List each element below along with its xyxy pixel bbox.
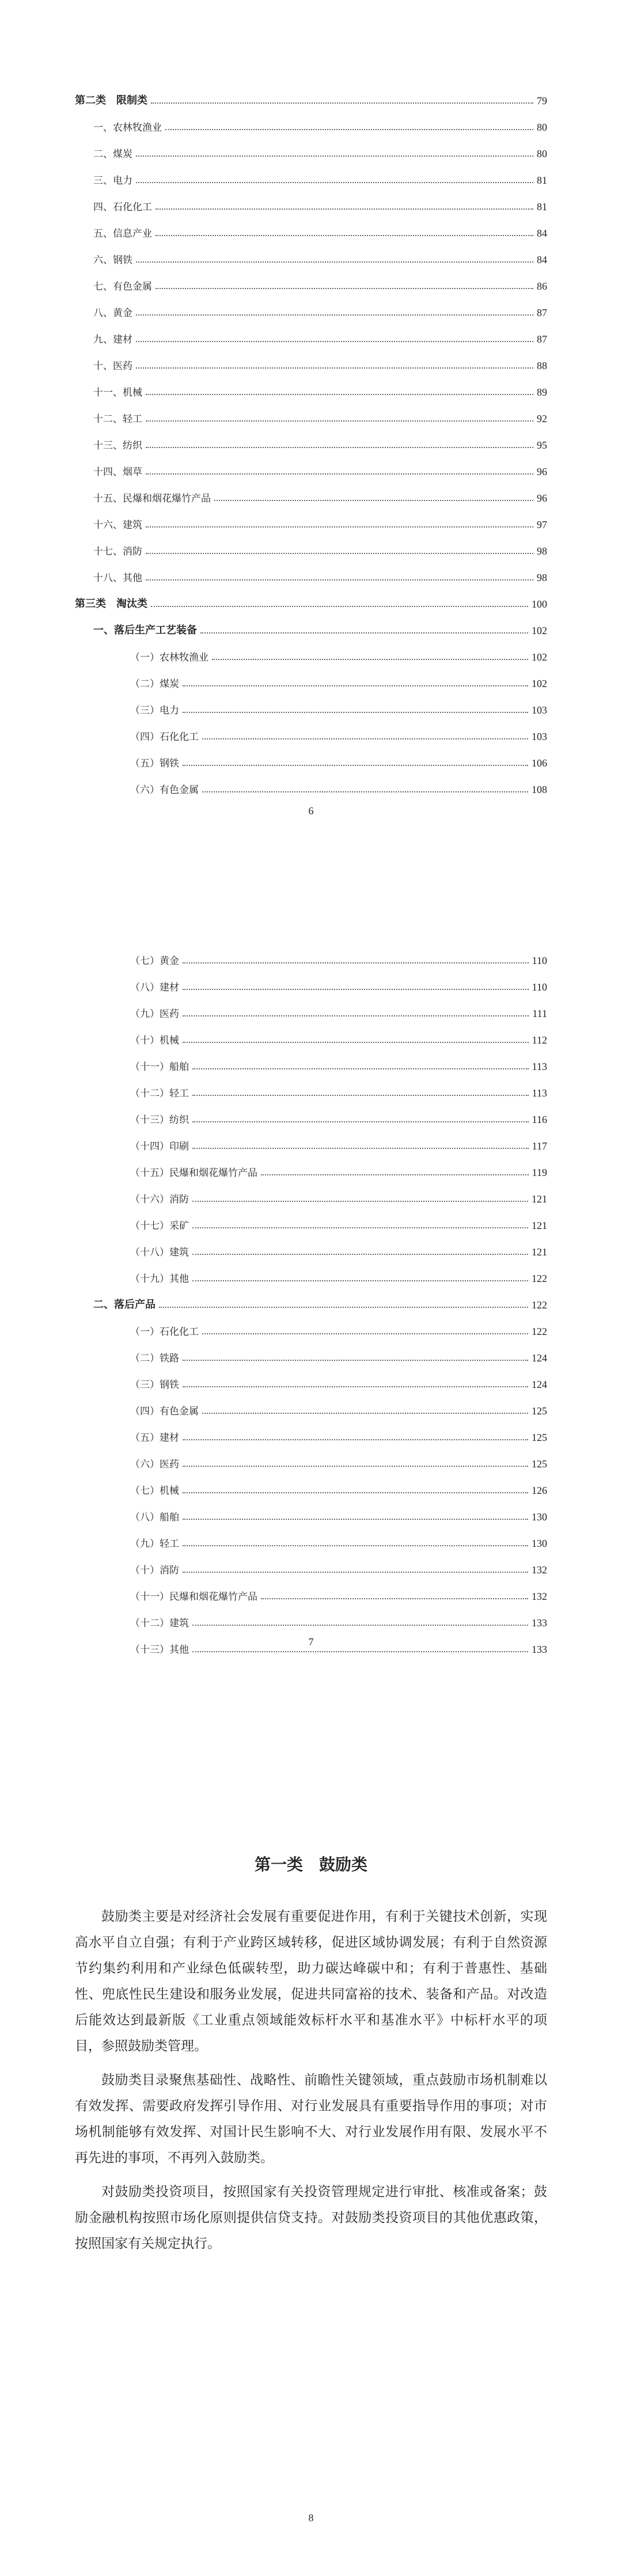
toc-entry-title: （八）船舶 — [130, 1512, 179, 1523]
chapter-page-8 — [0, 1662, 622, 2576]
toc-entry[interactable] — [75, 293, 547, 319]
dot-leader — [165, 129, 533, 130]
dot-leader — [183, 712, 528, 713]
toc-entry-title: 十六、建筑 — [93, 519, 142, 531]
toc-entry[interactable] — [75, 584, 547, 610]
toc-entry-title: （十四）印刷 — [130, 1141, 189, 1152]
toc-entry-page: 103 — [532, 731, 547, 742]
dot-leader — [202, 738, 528, 739]
toc-entry[interactable] — [75, 1179, 547, 1205]
toc-entry-title: 八、黄金 — [93, 308, 132, 319]
toc-entry-title: （十一）船舶 — [130, 1061, 189, 1073]
toc-entry[interactable] — [75, 399, 547, 425]
toc-entry-page: 126 — [532, 1485, 547, 1496]
toc-entry-page: 124 — [532, 1352, 547, 1364]
toc-entry-page: 124 — [532, 1379, 547, 1390]
toc-entry-title: （十一）民爆和烟花爆竹产品 — [130, 1591, 257, 1603]
toc-entry-title: （三）钢铁 — [130, 1379, 179, 1391]
dot-leader — [146, 579, 533, 581]
toc-entry[interactable] — [75, 1391, 547, 1417]
toc-entry-title: （八）建材 — [130, 982, 179, 993]
toc-entry[interactable] — [75, 134, 547, 160]
dot-leader — [156, 235, 533, 236]
dot-leader — [192, 1651, 528, 1652]
toc-entry-title: 十三、纺织 — [93, 440, 142, 452]
dot-leader — [183, 989, 529, 990]
dot-leader — [192, 1254, 528, 1255]
dot-leader — [183, 685, 528, 686]
toc-entry-page: 110 — [532, 955, 547, 966]
dot-leader — [202, 1333, 528, 1334]
page-number: 8 — [308, 2512, 314, 2524]
dot-leader — [183, 765, 528, 766]
dot-leader — [192, 1095, 529, 1096]
toc-entry-page: 95 — [537, 439, 547, 451]
dot-leader — [156, 208, 533, 210]
toc-entry-title: 第三类 淘汰类 — [75, 598, 147, 610]
toc-entry[interactable] — [75, 1152, 547, 1179]
dot-leader — [183, 1572, 528, 1573]
dot-leader — [261, 1174, 529, 1175]
paragraph: 鼓励类目录聚焦基础性、战略性、前瞻性关键领域，重点鼓励市场机制难以有效发挥、需要政府发挥引导作用、对行业发展具有重要指导作用的事项；对市场机制能够有效发挥、对国计民生影响不大、对行业发展作用有限、发展水平不再先进的事项，不再列入鼓励类。 — [75, 2073, 547, 2165]
toc-entry[interactable] — [75, 1046, 547, 1073]
toc-entry[interactable] — [75, 716, 547, 743]
toc-entry-page: 132 — [532, 1564, 547, 1576]
toc-entry-title: 九、建材 — [93, 334, 132, 346]
dot-leader — [183, 1466, 528, 1467]
toc-entry[interactable] — [75, 1470, 547, 1497]
toc-entry[interactable] — [75, 81, 547, 107]
toc-entry[interactable] — [75, 160, 547, 187]
toc-entry-page: 98 — [537, 572, 547, 583]
dot-leader — [136, 261, 533, 263]
toc-entry-title: 一、落后生产工艺装备 — [93, 624, 197, 636]
toc-entry-page: 125 — [532, 1458, 547, 1470]
toc-entry-page: 122 — [532, 1273, 547, 1284]
toc-entry[interactable] — [75, 319, 547, 346]
toc-entry-title: （九）医药 — [130, 1008, 179, 1020]
toc-entry-title: 十二、轻工 — [93, 413, 142, 425]
dot-leader — [146, 420, 533, 422]
toc-entry-title: （四）石化化工 — [130, 731, 199, 743]
dot-leader — [202, 791, 528, 792]
toc-entry-title: （四）有色金属 — [130, 1406, 199, 1417]
toc-entry[interactable] — [75, 531, 547, 557]
toc-entry[interactable] — [75, 1205, 547, 1232]
toc-entry-title: 十、医药 — [93, 361, 132, 372]
toc-entry-page: 121 — [532, 1220, 547, 1231]
toc-entry-page: 86 — [537, 280, 547, 292]
toc-entry-title: （六）有色金属 — [130, 784, 199, 796]
toc-entry-page: 84 — [537, 254, 547, 265]
dot-leader — [136, 155, 533, 157]
toc-page-6 — [0, 0, 622, 831]
toc-entry[interactable] — [75, 1417, 547, 1444]
toc-entry[interactable] — [75, 1099, 547, 1126]
dot-leader — [146, 473, 533, 475]
dot-leader — [183, 1015, 529, 1016]
toc-entry-page: 108 — [532, 784, 547, 795]
dot-leader — [192, 1625, 528, 1626]
toc-entry-page: 119 — [532, 1167, 547, 1178]
toc-entry[interactable] — [75, 425, 547, 452]
toc-entry[interactable] — [75, 1020, 547, 1046]
toc-entry-title: 二、煤炭 — [93, 149, 132, 160]
toc-entry-title: 六、钢铁 — [93, 255, 132, 266]
toc-entry-page: 98 — [537, 545, 547, 557]
toc-entry-page: 102 — [532, 625, 547, 636]
toc-entry[interactable] — [75, 1523, 547, 1550]
dot-leader — [159, 1307, 528, 1308]
toc-entry-page: 92 — [537, 413, 547, 424]
toc-entry-title: （十三）纺织 — [130, 1114, 189, 1126]
toc-entry-page: 125 — [532, 1432, 547, 1443]
dot-leader — [183, 962, 529, 963]
toc-entry-page: 110 — [532, 981, 547, 993]
dot-leader — [214, 500, 533, 501]
dot-leader — [183, 1519, 528, 1520]
toc-entry-page: 103 — [532, 704, 547, 716]
dot-leader — [192, 1201, 528, 1202]
table-of-contents — [75, 940, 547, 1656]
toc-entry-title: （二）煤炭 — [130, 678, 179, 690]
toc-entry-title: （七）黄金 — [130, 955, 179, 967]
toc-entry-title: 十五、民爆和烟花爆竹产品 — [93, 493, 211, 504]
toc-entry-page: 121 — [532, 1193, 547, 1205]
dot-leader — [192, 1148, 529, 1149]
toc-entry-title: （十）消防 — [130, 1565, 179, 1576]
toc-entry-title: 四、石化化工 — [93, 202, 152, 213]
toc-entry-page: 112 — [532, 1034, 547, 1046]
toc-entry-title: （五）钢铁 — [130, 758, 179, 769]
toc-entry-title: （十二）建筑 — [130, 1618, 189, 1629]
dot-leader — [212, 659, 528, 660]
toc-entry-page: 132 — [532, 1591, 547, 1602]
dot-leader — [136, 341, 533, 342]
dot-leader — [183, 1545, 528, 1546]
chapter-title: 第一类 鼓励类 — [254, 1855, 367, 1874]
toc-entry-title: （一）农林牧渔业 — [130, 652, 208, 663]
toc-entry[interactable] — [75, 993, 547, 1020]
page-number: 7 — [308, 1636, 314, 1648]
toc-entry-title: （六）医药 — [130, 1459, 179, 1470]
toc-entry-page: 133 — [532, 1644, 547, 1655]
toc-entry-page: 111 — [532, 1008, 547, 1019]
toc-entry-page: 113 — [532, 1087, 547, 1099]
dot-leader — [146, 447, 533, 448]
toc-entry[interactable] — [75, 266, 547, 293]
toc-entry[interactable] — [75, 1576, 547, 1603]
toc-entry-page: 87 — [537, 307, 547, 318]
toc-entry-page: 130 — [532, 1538, 547, 1549]
toc-entry[interactable] — [75, 1338, 547, 1364]
toc-entry-title: 二、落后产品 — [93, 1299, 156, 1311]
toc-entry-title: 十八、其他 — [93, 572, 142, 584]
dot-leader — [192, 1121, 529, 1122]
toc-entry-page: 81 — [537, 174, 547, 186]
toc-entry-page: 79 — [537, 95, 547, 107]
toc-entry-title: （一）石化化工 — [130, 1326, 199, 1338]
toc-entry[interactable] — [75, 107, 547, 134]
table-of-contents — [75, 81, 547, 796]
toc-entry-title: 第二类 限制类 — [75, 94, 147, 107]
toc-entry-page: 125 — [532, 1405, 547, 1417]
toc-entry[interactable] — [75, 372, 547, 399]
toc-entry-page: 87 — [537, 333, 547, 345]
toc-entry[interactable] — [75, 690, 547, 716]
toc-entry[interactable] — [75, 637, 547, 663]
toc-entry-title: 五、信息产业 — [93, 228, 152, 240]
toc-entry[interactable] — [75, 213, 547, 240]
toc-entry[interactable] — [75, 1285, 547, 1311]
toc-entry[interactable] — [75, 1126, 547, 1152]
dot-leader — [192, 1227, 528, 1228]
toc-entry-page: 96 — [537, 466, 547, 477]
toc-entry-title: （十九）其他 — [130, 1273, 189, 1285]
dot-leader — [202, 1413, 528, 1414]
toc-entry-page: 96 — [537, 492, 547, 504]
toc-entry-page: 80 — [537, 122, 547, 133]
toc-entry[interactable] — [75, 769, 547, 796]
toc-entry[interactable] — [75, 1258, 547, 1285]
toc-entry[interactable] — [75, 663, 547, 690]
dot-leader — [192, 1068, 529, 1069]
dot-leader — [183, 1360, 528, 1361]
toc-entry-page: 100 — [532, 598, 547, 610]
toc-entry-page: 97 — [537, 519, 547, 530]
toc-entry-title: 十一、机械 — [93, 387, 142, 399]
toc-entry-title: （十七）采矿 — [130, 1220, 189, 1232]
toc-entry-page: 133 — [532, 1617, 547, 1629]
toc-entry-title: （十）机械 — [130, 1035, 179, 1046]
dot-leader — [183, 1439, 528, 1440]
toc-entry-title: （二）铁路 — [130, 1353, 179, 1364]
toc-entry-page: 81 — [537, 201, 547, 213]
dot-leader — [136, 314, 533, 316]
toc-page-7 — [0, 831, 622, 1662]
toc-entry-page: 80 — [537, 148, 547, 160]
toc-entry[interactable] — [75, 1444, 547, 1470]
toc-entry-page: 89 — [537, 386, 547, 398]
toc-entry-title: （七）机械 — [130, 1485, 179, 1497]
toc-entry-title: （十六）消防 — [130, 1194, 189, 1205]
toc-entry-page: 102 — [532, 651, 547, 663]
dot-leader — [156, 288, 533, 289]
dot-leader — [200, 632, 528, 633]
toc-entry[interactable] — [75, 743, 547, 769]
toc-entry-page: 116 — [532, 1114, 547, 1125]
paragraph: 鼓励类主要是对经济社会发展有重要促进作用，有利于关键技术创新，实现高水平自立自强；有利于产业跨区域转移，促进区域协调发展；有利于自然资源节约集约利用和产业绿色低碳转型，助力碳达峰碳中和；有利于普惠性、基础性、兜底性民生建设和服务业发展，促进共同富裕的技术、装备和产品。对改造后能效达到最新版《工业重点领域能效标杆水平和基准水平》中标杆水平的项目，参照鼓励类管理。 — [75, 1909, 547, 2054]
dot-leader — [146, 394, 533, 395]
dot-leader — [151, 606, 528, 607]
toc-entry[interactable] — [75, 504, 547, 531]
toc-entry[interactable] — [75, 967, 547, 993]
toc-entry-title: 一、农林牧渔业 — [93, 122, 162, 134]
dot-leader — [183, 1386, 528, 1387]
toc-entry-page: 122 — [532, 1326, 547, 1337]
toc-entry[interactable] — [75, 1232, 547, 1258]
chapter-body — [75, 1904, 547, 2265]
toc-entry-title: （九）轻工 — [130, 1538, 179, 1550]
toc-entry[interactable] — [75, 1364, 547, 1391]
toc-entry-title: （十五）民爆和烟花爆竹产品 — [130, 1167, 257, 1179]
toc-entry[interactable] — [75, 1073, 547, 1099]
toc-entry-title: （十八）建筑 — [130, 1247, 189, 1258]
toc-entry[interactable] — [75, 940, 547, 967]
toc-entry[interactable] — [75, 610, 547, 637]
toc-entry[interactable] — [75, 478, 547, 504]
toc-entry-page: 102 — [532, 678, 547, 689]
toc-entry[interactable] — [75, 240, 547, 266]
toc-entry-title: （十二）轻工 — [130, 1088, 189, 1099]
dot-leader — [183, 1492, 528, 1493]
toc-entry-title: （五）建材 — [130, 1432, 179, 1444]
toc-entry-page: 121 — [532, 1246, 547, 1258]
toc-entry[interactable] — [75, 1603, 547, 1629]
paragraph: 对鼓励类投资项目，按照国家有关投资管理规定进行审批、核准或备案；鼓励金融机构按照市场化原则提供信贷支持。对鼓励类投资项目的其他优惠政策，按照国家有关规定执行。 — [75, 2184, 547, 2251]
dot-leader — [146, 553, 533, 554]
dot-leader — [136, 182, 533, 183]
toc-entry-title: 三、电力 — [93, 175, 132, 187]
page-number: 6 — [308, 805, 314, 817]
toc-entry[interactable] — [75, 346, 547, 372]
dot-leader — [192, 1280, 528, 1281]
toc-entry[interactable] — [75, 1497, 547, 1523]
toc-entry-page: 84 — [537, 227, 547, 239]
toc-entry-page: 113 — [532, 1061, 547, 1072]
toc-entry-title: 十七、消防 — [93, 546, 142, 557]
toc-entry-page: 122 — [532, 1299, 547, 1311]
dot-leader — [183, 1042, 529, 1043]
toc-entry[interactable] — [75, 1311, 547, 1338]
toc-entry-page: 106 — [532, 757, 547, 769]
toc-entry-title: （十三）其他 — [130, 1644, 189, 1656]
toc-entry[interactable] — [75, 1550, 547, 1576]
toc-entry-title: 十四、烟草 — [93, 466, 142, 478]
dot-leader — [151, 103, 533, 104]
toc-entry-page: 88 — [537, 360, 547, 371]
toc-entry[interactable] — [75, 452, 547, 478]
dot-leader — [146, 526, 533, 528]
toc-entry[interactable] — [75, 187, 547, 213]
dot-leader — [261, 1598, 528, 1599]
toc-entry-page: 130 — [532, 1511, 547, 1523]
toc-entry-title: （三）电力 — [130, 705, 179, 716]
toc-entry-title: 七、有色金属 — [93, 281, 152, 293]
toc-entry-page: 117 — [532, 1140, 547, 1152]
dot-leader — [136, 367, 533, 369]
toc-entry[interactable] — [75, 557, 547, 584]
